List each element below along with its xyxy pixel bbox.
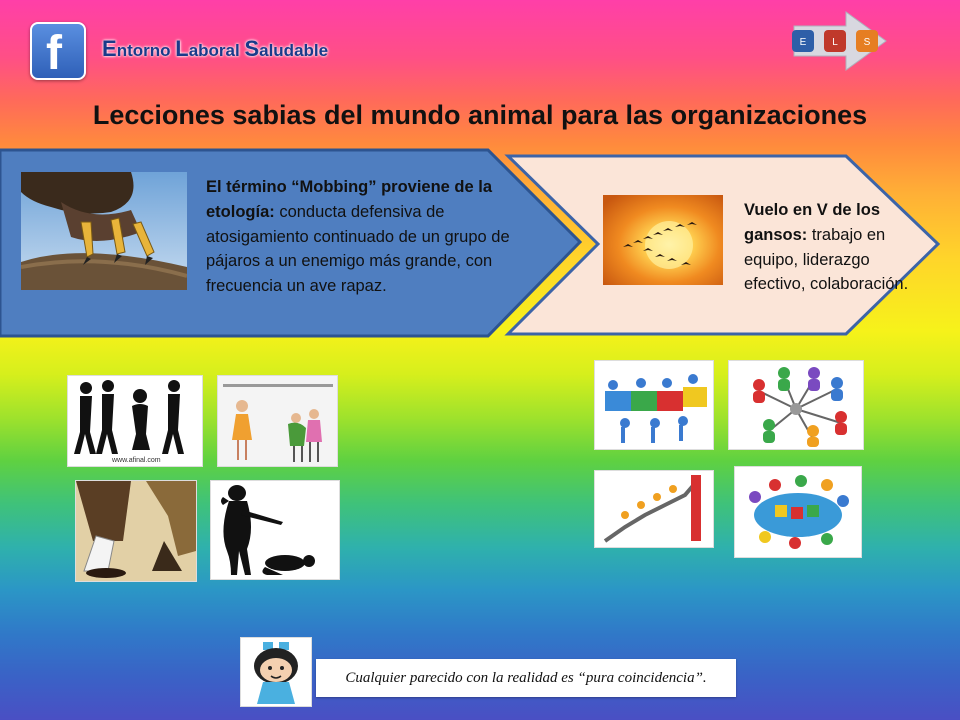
mobbing-lead: El término “Mobbing” proviene de la etología: bbox=[206, 178, 493, 221]
facebook-icon[interactable]: f bbox=[30, 22, 86, 80]
els-logo bbox=[786, 8, 896, 74]
watermark-text: www.afinal.com bbox=[112, 457, 161, 464]
geese-lead: Vuelo en V de los gansos: bbox=[744, 201, 881, 244]
els-letter-l: L bbox=[832, 37, 838, 48]
cartoon-girl-image bbox=[240, 637, 312, 707]
geese-body: trabajo en equipo, liderazgo efectivo, colaboración. bbox=[744, 225, 909, 294]
mobbing-description bbox=[206, 175, 536, 299]
mobbing-silhouettes-image bbox=[67, 375, 203, 467]
mobbing-body: conducta defensiva de atosigamiento continuado de un grupo de pájaros a un enemigo más grande, con frecuencia un ave rapaz. bbox=[206, 202, 510, 295]
eagle-talons-image bbox=[21, 172, 187, 290]
office-harassment-image bbox=[217, 375, 338, 467]
climbing-stairs-image bbox=[594, 470, 714, 548]
els-letter-s: S bbox=[863, 37, 871, 48]
page-title: Lecciones sabias del mundo animal para las organizaciones bbox=[92, 100, 868, 130]
puzzle-team-image bbox=[594, 360, 714, 450]
brand-title: Entorno Laboral Saludable bbox=[102, 36, 329, 61]
team-table-image bbox=[734, 466, 862, 558]
els-letter-e: E bbox=[799, 37, 807, 48]
geese-description bbox=[744, 198, 914, 297]
geese-sunset-image bbox=[603, 195, 723, 285]
legs-stepping-image bbox=[75, 480, 197, 582]
network-people-image bbox=[728, 360, 864, 450]
disclaimer-caption: Cualquier parecido con la realidad es “pura coincidencia”. bbox=[316, 659, 736, 697]
boss-pointing-image bbox=[210, 480, 340, 580]
